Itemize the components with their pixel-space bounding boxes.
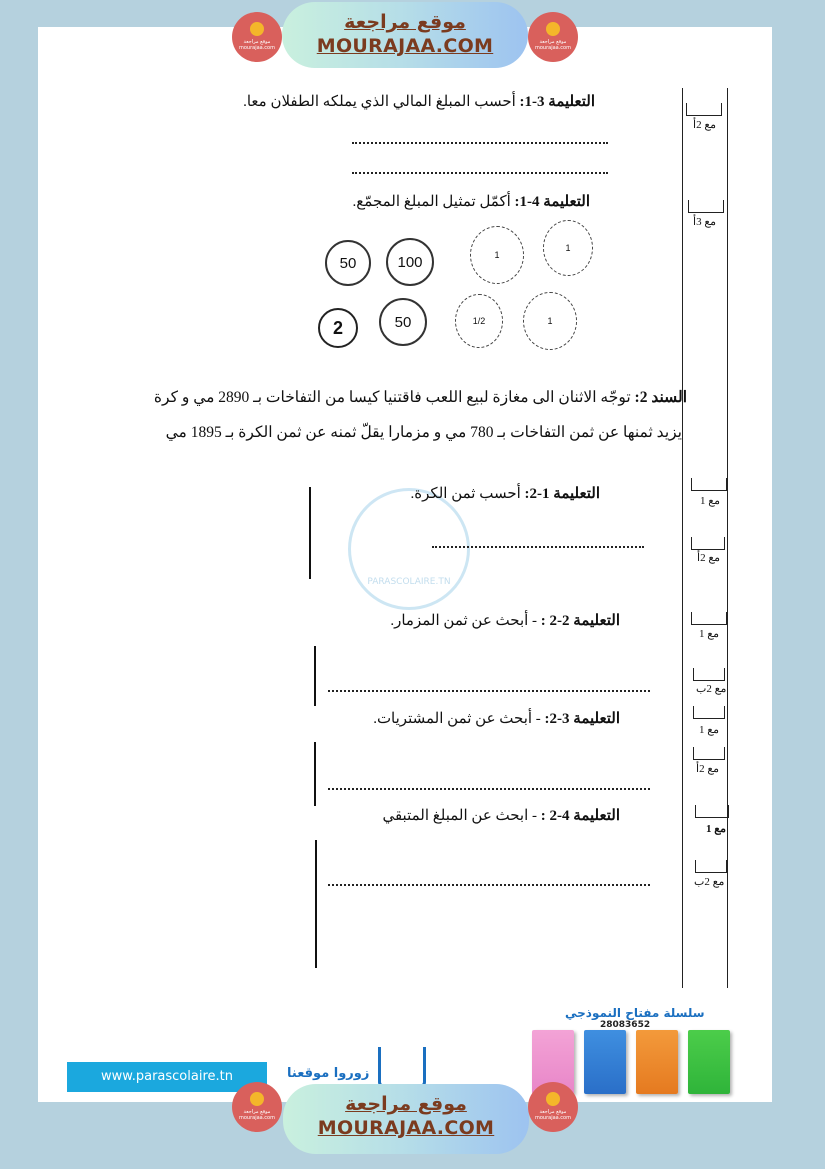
mourajaa-badge-right[interactable]: موقع مراجعة mourajaa.com xyxy=(528,1082,578,1132)
criteria-score-box[interactable] xyxy=(691,537,725,550)
book-cover-blue[interactable] xyxy=(584,1030,626,1094)
coin-1-dinar: 1 xyxy=(470,226,524,284)
document-2-line-2: يزيد ثمنها عن ثمن التفاخات بـ 780 مي و مزمارا يقلّ ثمنه عن ثمن الكرة بـ 1895 مي xyxy=(165,424,682,441)
mourajaa-top-banner[interactable] xyxy=(282,2,528,68)
criteria-score-box[interactable] xyxy=(691,478,727,491)
parascolaire-url-link[interactable]: www.parascolaire.tn xyxy=(67,1062,267,1092)
answer-line[interactable] xyxy=(352,172,608,174)
criteria-score-box[interactable] xyxy=(686,103,722,116)
series-phone: 28083652 xyxy=(600,1020,651,1030)
coin-1-dinar: 1 xyxy=(523,292,577,350)
criteria-score-box[interactable] xyxy=(695,805,729,818)
coin-100-millimes: 100 xyxy=(386,238,434,286)
instruction-1-4: التعليمة 4-1: أكمّل تمثيل المبلغ المجمّع. xyxy=(352,194,590,210)
banner-latin-title: MOURAJAA.COM xyxy=(316,35,494,57)
answer-line[interactable] xyxy=(352,142,608,144)
mourajaa-badge-left[interactable]: موقع مراجعة mourajaa.com xyxy=(232,1082,282,1132)
criteria-label: مع 3أ xyxy=(693,216,717,228)
banner-arabic-title: موقع مراجعة xyxy=(344,11,466,33)
coin-half-dinar: 1/2 xyxy=(455,294,503,348)
criteria-score-box[interactable] xyxy=(691,612,727,625)
book-logo-icon xyxy=(250,22,264,36)
coin-2-millimes: 2 xyxy=(318,308,358,348)
instruction-2-4: التعليمة 4-2 : - ابحث عن المبلغ المتبقي xyxy=(382,808,620,824)
answer-margin-bar xyxy=(309,487,311,579)
instruction-2-1: التعليمة 1-2: أحسب ثمن الكرة. xyxy=(410,486,600,502)
answer-line[interactable] xyxy=(328,788,650,790)
book-cover-orange[interactable] xyxy=(636,1030,678,1094)
criteria-score-box[interactable] xyxy=(693,747,725,760)
instruction-2-3: التعليمة 3-2: - أبحث عن ثمن المشتريات. xyxy=(373,711,620,727)
answer-margin-bar xyxy=(315,840,317,968)
criteria-label: مع 1 xyxy=(700,495,720,507)
answer-margin-bar xyxy=(314,646,316,706)
banner-arabic-title: موقع مراجعة xyxy=(345,1093,467,1115)
book-logo-icon xyxy=(546,22,560,36)
visit-site-label[interactable]: زوروا موقعنا xyxy=(287,1066,370,1081)
instruction-1-3: التعليمة 3-1: أحسب المبلغ المالي الذي يملكه الطفلان معا. xyxy=(243,94,595,110)
coin-50-millimes: 50 xyxy=(379,298,427,346)
criteria-score-box[interactable] xyxy=(688,200,724,213)
criteria-score-box[interactable] xyxy=(693,706,725,719)
document-2-line-1: السند 2: توجّه الاثنان الى مغازة لبيع اللعب فاقتنيا كيسا من التفاخات بـ 2890 مي و كرة xyxy=(153,389,687,406)
parascolaire-watermark: PARASCOLAIRE.TN xyxy=(348,488,470,610)
criteria-label: مع 1 xyxy=(699,628,719,640)
mourajaa-bottom-banner[interactable] xyxy=(283,1084,529,1154)
criteria-label: مع 1 xyxy=(699,724,719,736)
criteria-label: مع 2أ xyxy=(697,552,721,564)
book-logo-icon xyxy=(546,1092,560,1106)
criteria-label: مع 2أ xyxy=(693,119,717,131)
answer-line[interactable] xyxy=(328,690,650,692)
criteria-label: مع 1 xyxy=(706,823,726,835)
mourajaa-badge-right[interactable]: موقع مراجعة mourajaa.com xyxy=(528,12,578,62)
criteria-label: مع 2أ xyxy=(696,763,720,775)
criteria-score-box[interactable] xyxy=(693,668,725,681)
coin-1-dinar: 1 xyxy=(543,220,593,276)
mourajaa-badge-left[interactable]: موقع مراجعة mourajaa.com xyxy=(232,12,282,62)
coin-50-millimes: 50 xyxy=(325,240,371,286)
answer-line[interactable] xyxy=(328,884,650,886)
book-logo-icon xyxy=(250,1092,264,1106)
criteria-score-box[interactable] xyxy=(695,860,727,873)
book-cover-green[interactable] xyxy=(688,1030,730,1094)
parascolaire-logo-icon xyxy=(378,1047,426,1088)
answer-line[interactable] xyxy=(432,546,644,548)
series-title: سلسلة مفتاح النموذجي xyxy=(565,1006,705,1020)
instruction-2-2: التعليمة 2-2 : - أبحث عن ثمن المزمار. xyxy=(390,613,620,629)
criteria-label: مع 2ب xyxy=(694,876,725,888)
answer-margin-bar xyxy=(314,742,316,806)
criteria-label: مع 2ب xyxy=(696,683,727,695)
banner-latin-title: MOURAJAA.COM xyxy=(317,1117,495,1139)
